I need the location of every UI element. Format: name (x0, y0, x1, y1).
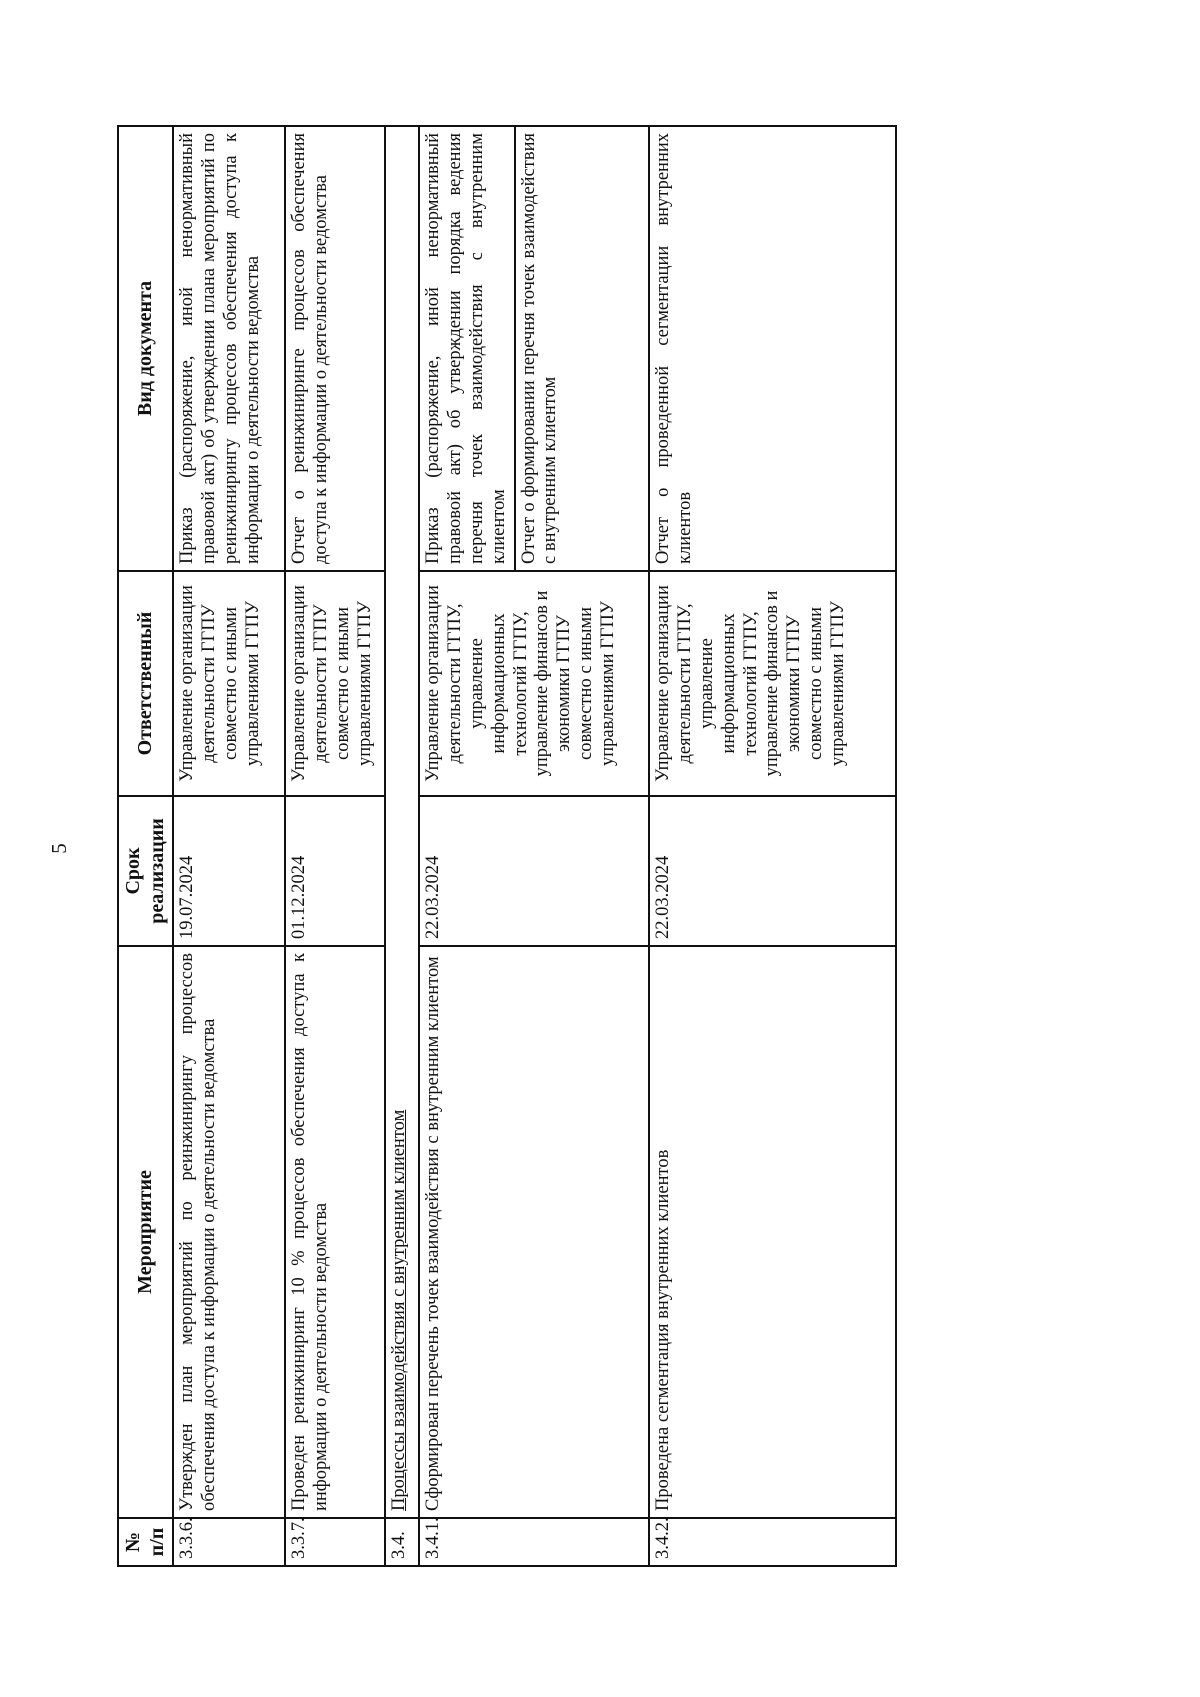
row-deadline: 22.03.2024 (649, 796, 896, 946)
plan-table (117, 125, 897, 1567)
header-deadline: Срок реализации (118, 796, 173, 946)
section-row (385, 126, 419, 1566)
table-header-row (118, 126, 173, 1566)
row-num: 3.3.7. (285, 1518, 385, 1566)
table-row (173, 126, 285, 1566)
row-event: Сформирован перечень точек взаимодействия с внутренним клиентом (419, 946, 649, 1518)
section-num: 3.4. (385, 1518, 419, 1566)
header-responsible: Ответственный (118, 571, 173, 796)
row-num: 3.4.2. (649, 1518, 896, 1566)
row-doc-type (419, 126, 649, 571)
row-responsible: Управление организации деятельности ГГПУ, управление информационных технологий ГГПУ, управление финансов и экономики ГГПУ совместно с иными управлениями ГГПУ (419, 571, 649, 796)
table-row (419, 126, 649, 1566)
table-row (649, 126, 896, 1566)
header-event: Мероприятие (118, 946, 173, 1518)
header-num: № п/п (118, 1518, 173, 1566)
row-responsible: Управление организации деятельности ГГПУ, управление информационных технологий ГГПУ, управление финансов и экономики ГГПУ совместно с иными управлениями ГГПУ (649, 571, 896, 796)
row-event: Проведена сегментация внутренних клиентов (649, 946, 896, 1518)
row-responsible: Управление организации деятельности ГГПУ совместно с иными управлениями ГГПУ (285, 571, 385, 796)
row-num: 3.4.1. (419, 1518, 649, 1566)
section-title: Процессы взаимодействия с внутренним клиентом (385, 126, 419, 1518)
row-responsible: Управление организации деятельности ГГПУ совместно с иными управлениями ГГПУ (173, 571, 285, 796)
row-deadline: 01.12.2024 (285, 796, 385, 946)
row-num: 3.3.6. (173, 1518, 285, 1566)
row-deadline: 22.03.2024 (419, 796, 649, 946)
row-event: Утвержден план мероприятий по реинжинирингу процессов обеспечения доступа к информации о деятельности ведомства (173, 946, 285, 1518)
row-deadline: 19.07.2024 (173, 796, 285, 946)
header-doc-type: Вид документа (118, 126, 173, 571)
row-doc-type: Отчет о реинжиниринге процессов обеспечения доступа к информации о деятельности ведомства (285, 126, 385, 571)
rotated-table-container (117, 127, 897, 1567)
table-row (285, 126, 385, 1566)
page-number: 5 (46, 843, 71, 854)
row-doc-type: Отчет о проведенной сегментации внутренних клиентов (649, 126, 896, 571)
doc-type-order: Приказ (распоряжение, иной ненормативный правовой акт) об утверждении порядка ведения перечня точек взаимодействия с внутренним клиентом (420, 127, 515, 570)
row-event: Проведен реинжиниринг 10 % процессов обеспечения доступа к информации о деятельности ведомства (285, 946, 385, 1518)
row-doc-type: Приказ (распоряжение, иной ненормативный правовой акт) об утверждении плана мероприятий по реинжинирингу процессов обеспечения доступа к информации о деятельности ведомства (173, 126, 285, 571)
doc-type-report: Отчет о формировании перечня точек взаимодействия с внутренним клиентом (518, 133, 561, 564)
